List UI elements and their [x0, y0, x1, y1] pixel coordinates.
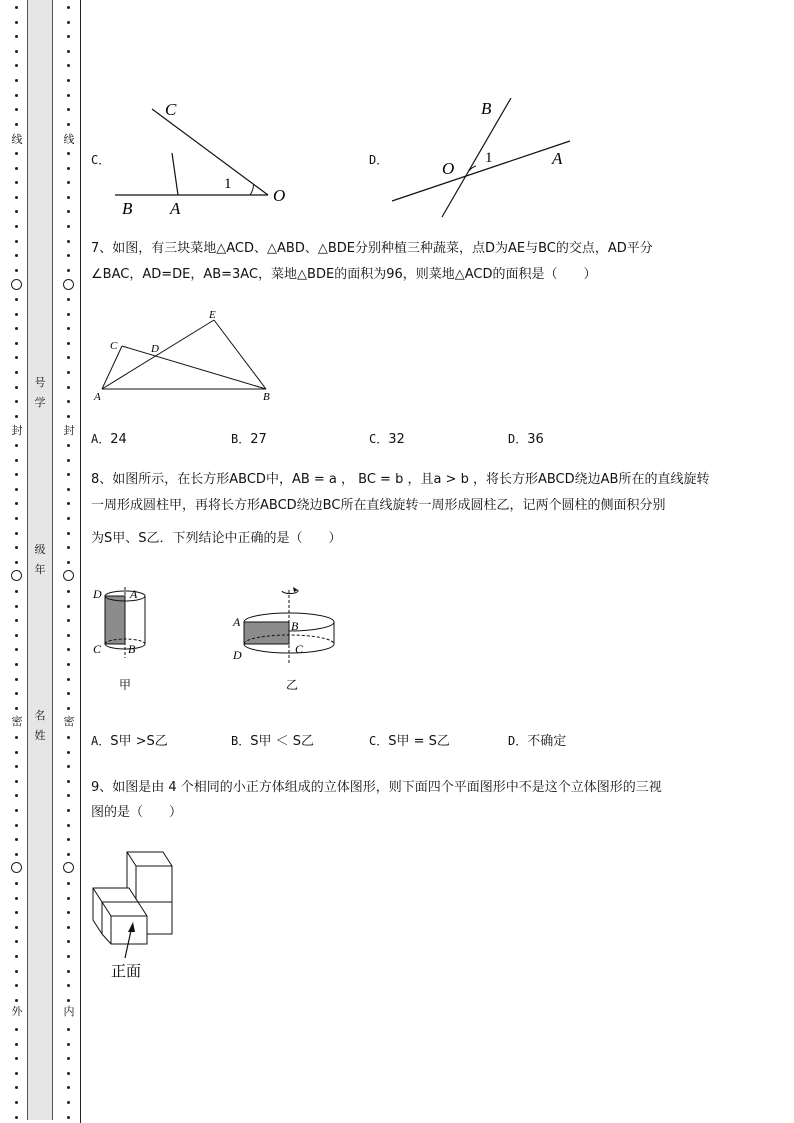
q8-line-3: 为S甲、S乙．下列结论中正确的是（ ） — [91, 531, 342, 546]
q8-line-1: 8、如图所示，在长方形ABCD中，AB = a ， BC = b ，且a > b ，将长方形ABCD绕边AB所在的直线旋转 — [91, 472, 710, 487]
cut-dot — [15, 1116, 18, 1119]
cut-dot — [67, 342, 70, 345]
strip-label-student-number: 号学 — [33, 373, 47, 413]
cut-dot — [67, 1072, 70, 1075]
circle-mark — [11, 862, 22, 873]
cut-dot — [15, 298, 18, 301]
cut-dot — [15, 707, 18, 710]
margin-mark-mi-inner: 密 — [63, 715, 75, 728]
cut-dot — [67, 546, 70, 549]
q9-line-2: 图的是（ ） — [91, 805, 183, 820]
caption-jia: 甲 — [119, 678, 132, 692]
label-b: B — [263, 391, 270, 403]
cut-dot — [15, 590, 18, 593]
q8-option-c[interactable]: C．S甲 = S乙 — [369, 734, 450, 749]
label-b: B — [128, 642, 136, 656]
cut-dot — [15, 64, 18, 67]
cut-dot — [15, 546, 18, 549]
cut-dot — [67, 794, 70, 797]
cut-dot — [67, 911, 70, 914]
cut-dot — [67, 590, 70, 593]
cut-dot — [67, 79, 70, 82]
cut-dot — [15, 415, 18, 418]
cut-dot — [67, 473, 70, 476]
cut-dot — [15, 35, 18, 38]
cut-dot — [15, 999, 18, 1002]
cut-dot — [15, 809, 18, 812]
cut-dot — [15, 488, 18, 491]
cut-dot — [67, 648, 70, 651]
cut-dot — [15, 94, 18, 97]
cut-dot — [67, 517, 70, 520]
cut-dot — [67, 181, 70, 184]
cut-dot — [67, 736, 70, 739]
cut-dot — [15, 1028, 18, 1031]
cut-dot — [67, 64, 70, 67]
cut-dot — [67, 561, 70, 564]
cut-dot — [67, 459, 70, 462]
cut-dot — [15, 751, 18, 754]
cut-dot — [67, 1086, 70, 1089]
q8-line-2: 一周形成圆柱甲，再将长方形ABCD绕边BC所在直线旋转一周形成圆柱乙，记两个圆柱的侧面积分别 — [91, 498, 666, 513]
dotted-cut-line-inner — [64, 0, 74, 1123]
margin-mark-wai: 外 — [11, 1005, 23, 1018]
cut-dot — [15, 502, 18, 505]
q9-cube-figure — [88, 846, 188, 986]
cut-dot — [15, 517, 18, 520]
cut-dot — [67, 21, 70, 24]
label-c: C — [165, 100, 177, 119]
cut-dot — [15, 313, 18, 316]
cut-dot — [67, 35, 70, 38]
q6-figure-c — [110, 95, 300, 220]
label-a: A — [94, 391, 101, 403]
label-o: O — [442, 159, 455, 178]
cut-dot — [67, 780, 70, 783]
q7-option-a[interactable]: A．24 — [91, 432, 127, 447]
cut-dot — [15, 254, 18, 257]
cut-dot — [67, 1057, 70, 1060]
margin-mark-feng-outer: 封 — [11, 424, 23, 437]
cut-dot — [15, 955, 18, 958]
q9-line-1: 9、如图是由 4 个相同的小正方体组成的立体图形，则下面四个平面图形中不是这个立体图形的三视 — [91, 780, 662, 795]
cut-dot — [15, 79, 18, 82]
cut-dot — [15, 838, 18, 841]
margin-rule — [80, 0, 81, 1123]
cut-dot — [15, 926, 18, 929]
cut-dot — [67, 1043, 70, 1046]
cut-dot — [67, 1028, 70, 1031]
margin-mark-nei: 内 — [63, 1005, 75, 1018]
circle-mark — [11, 570, 22, 581]
cut-dot — [15, 327, 18, 330]
cut-dot — [15, 663, 18, 666]
label-b: B — [291, 619, 299, 633]
cut-dot — [15, 1086, 18, 1089]
cut-dot — [15, 984, 18, 987]
cut-dot — [15, 181, 18, 184]
cut-dot — [67, 108, 70, 111]
cut-dot — [67, 415, 70, 418]
cut-dot — [15, 400, 18, 403]
cut-dot — [67, 6, 70, 9]
cut-dot — [67, 634, 70, 637]
label-a: A — [130, 587, 138, 601]
cut-dot — [67, 488, 70, 491]
cut-dot — [15, 882, 18, 885]
cut-dot — [67, 210, 70, 213]
cut-dot — [67, 254, 70, 257]
cut-dot — [15, 108, 18, 111]
cut-dot — [67, 196, 70, 199]
cut-dot — [15, 459, 18, 462]
cut-dot — [67, 970, 70, 973]
dotted-cut-line-outer — [12, 0, 22, 1123]
cut-dot — [67, 692, 70, 695]
cut-dot — [67, 327, 70, 330]
cut-dot — [67, 371, 70, 374]
label-b: B — [481, 99, 492, 118]
cut-dot — [15, 196, 18, 199]
q7-figure — [92, 305, 282, 410]
cut-dot — [67, 356, 70, 359]
cut-dot — [67, 152, 70, 155]
cut-dot — [15, 648, 18, 651]
q7-line-1: 7、如图，有三块菜地△ACD、△ABD、△BDE分别种植三种蔬菜，点D为AE与BC的交点，AD平分 — [91, 241, 653, 256]
cut-dot — [15, 225, 18, 228]
caption-yi: 乙 — [286, 678, 299, 692]
cut-dot — [67, 765, 70, 768]
cut-dot — [67, 897, 70, 900]
cut-dot — [67, 444, 70, 447]
cut-dot — [15, 940, 18, 943]
margin-mark-mi-outer: 密 — [11, 715, 23, 728]
margin-mark-xian-inner: 线 — [63, 133, 75, 146]
cut-dot — [15, 561, 18, 564]
cut-dot — [15, 634, 18, 637]
cut-dot — [67, 809, 70, 812]
cut-dot — [67, 824, 70, 827]
cut-dot — [67, 605, 70, 608]
cut-dot — [15, 152, 18, 155]
label-o: O — [273, 186, 286, 205]
cut-dot — [67, 240, 70, 243]
cut-dot — [15, 50, 18, 53]
label-d: D — [151, 343, 159, 355]
cut-dot — [67, 225, 70, 228]
label-d: D — [93, 587, 102, 601]
cut-dot — [67, 751, 70, 754]
cut-dot — [15, 619, 18, 622]
label-a: A — [552, 149, 563, 168]
label-e: E — [209, 309, 216, 321]
label-d: D — [233, 648, 242, 662]
label-a: A — [170, 199, 181, 218]
q6-option-c-letter[interactable]: C． — [91, 153, 111, 167]
q6-figure-d — [385, 93, 580, 223]
margin-mark-feng-inner: 封 — [63, 424, 75, 437]
q8-figure-yi — [228, 583, 348, 695]
cut-dot — [15, 342, 18, 345]
q8-figure-jia — [90, 583, 170, 695]
cut-dot — [15, 970, 18, 973]
cut-dot — [15, 853, 18, 856]
cut-dot — [67, 50, 70, 53]
cut-dot — [67, 298, 70, 301]
cut-dot — [15, 765, 18, 768]
cut-dot — [67, 926, 70, 929]
q6-option-d-letter[interactable]: D． — [369, 153, 389, 167]
circle-mark — [63, 279, 74, 290]
cut-dot — [67, 313, 70, 316]
cut-dot — [67, 940, 70, 943]
cut-dot — [67, 532, 70, 535]
cut-dot — [67, 502, 70, 505]
cut-dot — [15, 356, 18, 359]
cut-dot — [15, 1057, 18, 1060]
caption-front: 正面 — [111, 964, 142, 980]
cut-dot — [15, 897, 18, 900]
cut-dot — [15, 692, 18, 695]
cut-dot — [15, 780, 18, 783]
cut-dot — [67, 707, 70, 710]
cut-dot — [15, 1043, 18, 1046]
cut-dot — [67, 167, 70, 170]
cut-dot — [15, 167, 18, 170]
cut-dot — [15, 1072, 18, 1075]
cut-dot — [15, 386, 18, 389]
q7-option-c[interactable]: C．32 — [369, 432, 405, 447]
circle-mark — [63, 570, 74, 581]
label-c: C — [110, 340, 118, 352]
cut-dot — [67, 1116, 70, 1119]
cut-dot — [15, 210, 18, 213]
circle-mark — [11, 279, 22, 290]
angle-label-1: 1 — [485, 150, 493, 166]
cut-dot — [67, 386, 70, 389]
cut-dot — [67, 838, 70, 841]
cut-dot — [67, 269, 70, 272]
cut-dot — [67, 123, 70, 126]
strip-label-name: 名姓 — [33, 706, 47, 746]
cut-dot — [15, 123, 18, 126]
cut-dot — [67, 882, 70, 885]
cut-dot — [15, 444, 18, 447]
cut-dot — [15, 240, 18, 243]
cut-dot — [15, 1101, 18, 1104]
cut-dot — [67, 400, 70, 403]
cut-dot — [67, 94, 70, 97]
cut-dot — [15, 6, 18, 9]
label-c: C — [93, 642, 102, 656]
cut-dot — [67, 678, 70, 681]
cut-dot — [15, 21, 18, 24]
cut-dot — [15, 824, 18, 827]
cut-dot — [15, 794, 18, 797]
strip-label-class: 级年 — [33, 540, 47, 580]
cut-dot — [15, 678, 18, 681]
cut-dot — [67, 663, 70, 666]
q7-option-b[interactable]: B．27 — [231, 432, 267, 447]
cut-dot — [15, 473, 18, 476]
cut-dot — [67, 955, 70, 958]
q8-option-b[interactable]: B．S甲 ＜ S乙 — [231, 734, 315, 749]
cut-dot — [15, 269, 18, 272]
q7-line-2: ∠BAC，AD=DE，AB=3AC，菜地△BDE的面积为96，则菜地△ACD的面积是（ ） — [91, 267, 597, 282]
cut-dot — [15, 736, 18, 739]
angle-label-1: 1 — [224, 176, 232, 192]
cut-dot — [67, 984, 70, 987]
q7-option-d[interactable]: D．36 — [508, 432, 544, 447]
q8-option-a[interactable]: A．S甲 >S乙 — [91, 734, 168, 749]
cut-dot — [15, 371, 18, 374]
cut-dot — [15, 532, 18, 535]
cut-dot — [15, 605, 18, 608]
label-c: C — [295, 642, 304, 656]
margin-mark-xian-outer: 线 — [11, 133, 23, 146]
cut-dot — [15, 911, 18, 914]
label-a: A — [233, 615, 241, 629]
circle-mark — [63, 862, 74, 873]
cut-dot — [67, 999, 70, 1002]
cut-dot — [67, 853, 70, 856]
cut-dot — [67, 619, 70, 622]
q8-option-d[interactable]: D．不确定 — [508, 734, 567, 749]
cut-dot — [67, 1101, 70, 1104]
label-b: B — [122, 199, 133, 218]
